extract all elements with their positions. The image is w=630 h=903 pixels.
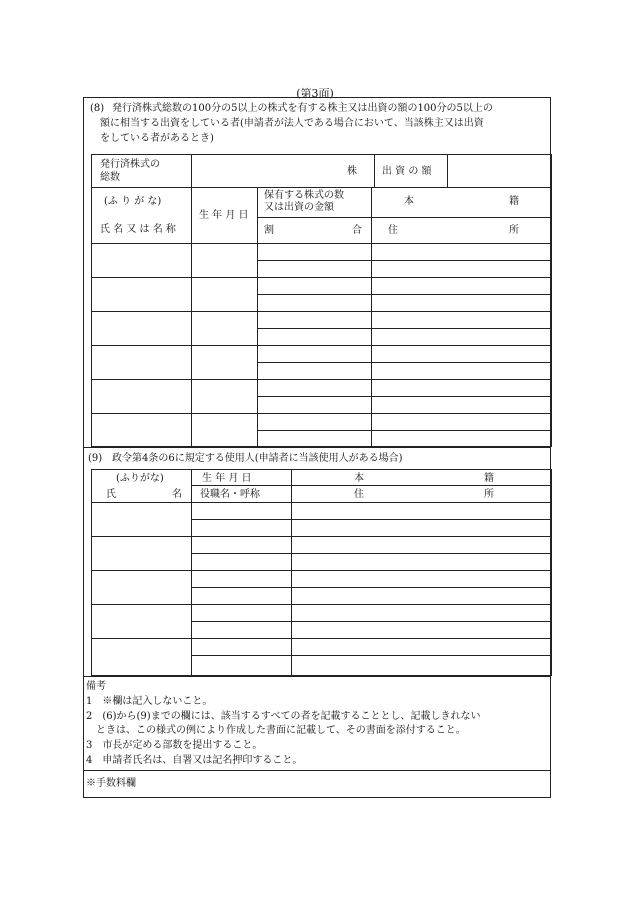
section9-number: (9) bbox=[88, 453, 103, 464]
employee-birthdate-label: 生 年 月 日 bbox=[202, 473, 252, 484]
ratio-label: 割 合 bbox=[264, 225, 362, 236]
remark-item: 1 ※欄は記入しないこと。 bbox=[86, 696, 213, 707]
employee-address-label: 住 所 bbox=[354, 489, 494, 500]
section8-number: (8) bbox=[90, 103, 105, 114]
form-frame bbox=[83, 97, 551, 798]
remark-item: 2 (6)から(9)までの欄には、該当するすべての者を記載することとし、記載しきれない bbox=[86, 711, 481, 722]
name-label: 氏 名 又 は 名 称 bbox=[100, 224, 176, 235]
position-label: 役職名・呼称 bbox=[200, 489, 260, 500]
page-label: (第3面) bbox=[296, 87, 334, 100]
unit-shares: 株 bbox=[347, 166, 357, 177]
holding-label: 保有する株式の数 bbox=[264, 190, 344, 201]
section8-heading-line3: をしている者があるとき) bbox=[100, 133, 214, 144]
remarks-title: 備考 bbox=[86, 681, 106, 692]
domicile-label: 本 籍 bbox=[404, 196, 519, 207]
section8-heading-line1: 発行済株式総数の100分の5以上の株式を有する株主又は出資の額の100分の5以上の bbox=[112, 103, 493, 114]
employee-domicile-label: 本 籍 bbox=[354, 473, 494, 484]
employee-furigana-label: (ふりがな) bbox=[116, 473, 164, 484]
employees-table bbox=[91, 469, 552, 676]
fee-label: ※手数料欄 bbox=[86, 778, 136, 789]
remark-item: 4 申請者氏名は、自署又は記名押印すること。 bbox=[86, 755, 303, 766]
section8-heading-line2: 額に相当する出資をしている者(申請者が法人である場合において、当該株主又は出資 bbox=[100, 118, 484, 129]
birthdate-label: 生 年 月 日 bbox=[199, 210, 249, 221]
section9-heading: 政令第4条の6に規定する使用人(申請者に当該使用人がある場合) bbox=[112, 453, 403, 464]
furigana-label: (ふ り が な) bbox=[104, 196, 162, 207]
remark-item: 3 市長が定める部数を提出すること。 bbox=[86, 740, 263, 751]
shareholders-table: 発行済株式の 総数 株 出 資 の 額 (ふ り が な) 氏 名 又 は 名 称 生 年 月 日 保有する株式の数 又は出資の金額 割 合 本 籍 住 所 bbox=[91, 154, 552, 447]
employee-name-label: 氏 名 bbox=[106, 489, 182, 500]
capital-label: 出 資 の 額 bbox=[382, 166, 432, 177]
address-label: 住 所 bbox=[388, 225, 519, 236]
remark-item: ときは、この様式の例により作成した書面に記載して、その書面を添付すること。 bbox=[86, 725, 466, 736]
issued-total-label: 発行済株式の bbox=[100, 159, 160, 170]
